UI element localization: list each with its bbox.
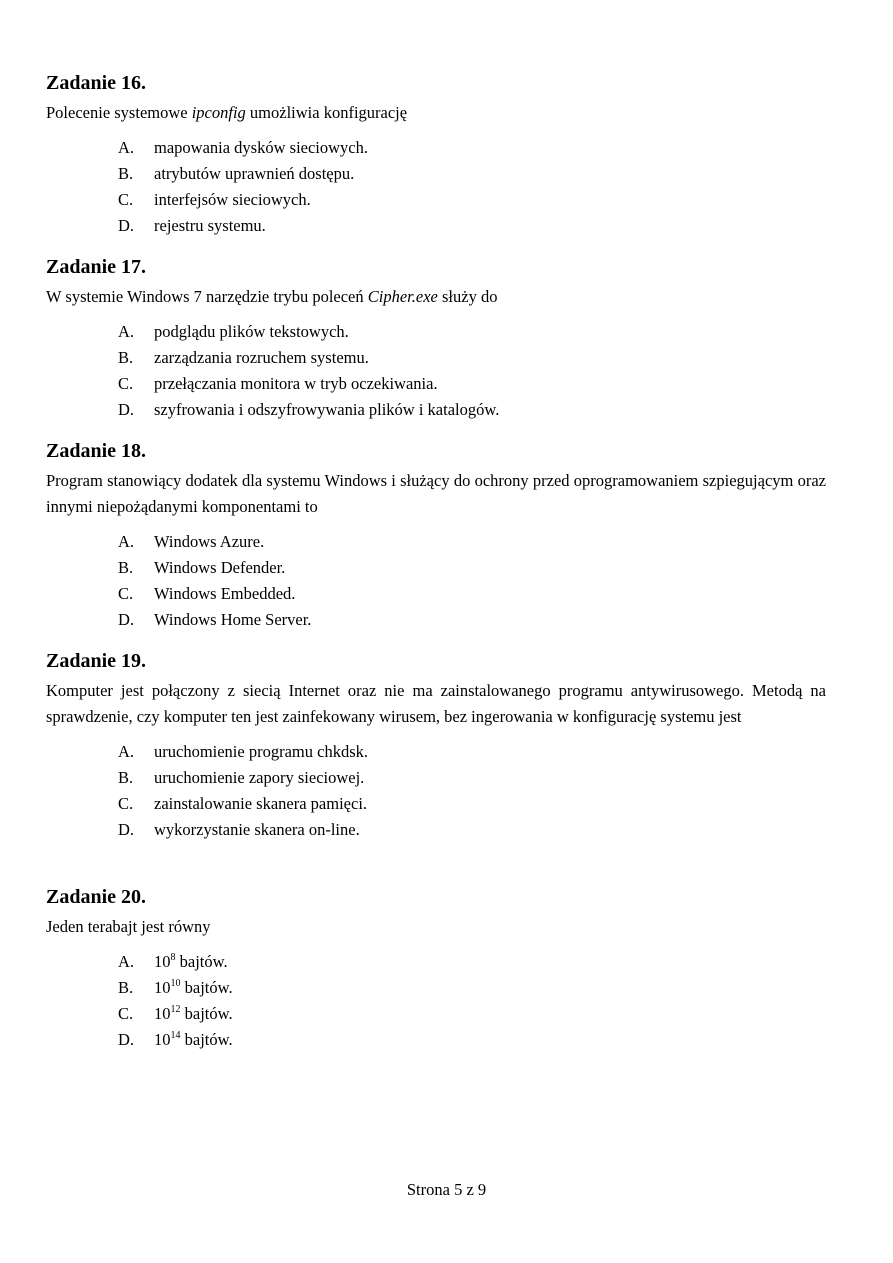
task-title: Zadanie 20. <box>46 886 147 908</box>
answer-text: podglądu plików tekstowych. <box>154 322 349 341</box>
answer-text: Windows Home Server. <box>154 610 312 629</box>
power-exponent: 14 <box>170 1030 181 1041</box>
task-18 <box>46 439 826 633</box>
answer-text: Windows Defender. <box>154 558 286 577</box>
answer-text: wykorzystanie skanera on-line. <box>154 820 360 839</box>
unit-text: bajtów. <box>180 1030 233 1049</box>
unit-text: bajtów. <box>180 1004 233 1023</box>
answer-option-c[interactable] <box>46 791 826 817</box>
answer-option-a[interactable] <box>46 949 826 975</box>
answer-option-d[interactable] <box>46 397 826 423</box>
power-exponent: 10 <box>170 978 181 989</box>
answer-option-d[interactable] <box>46 1027 826 1053</box>
answer-letter: B. <box>118 978 134 997</box>
command-name: Cipher.exe <box>367 287 438 306</box>
task-question: Komputer jest połączony z siecią Internet oraz nie ma zainstalowanego programu antywirusowego. Metodą na sprawdzenie, czy komputer ten jest zainfekowany wirusem, bez ingerowania w konfigurację systemu jest <box>46 681 826 726</box>
answer-text <box>154 1027 233 1053</box>
answer-option-b[interactable] <box>46 555 826 581</box>
answer-letter: C. <box>118 584 134 603</box>
power-exponent: 12 <box>170 1004 181 1015</box>
power-base: 10 <box>154 978 171 997</box>
answer-option-a[interactable] <box>46 319 826 345</box>
answer-letter: C. <box>118 1004 134 1023</box>
task-16 <box>46 71 826 239</box>
answer-text: interfejsów sieciowych. <box>154 190 311 209</box>
unit-text: bajtów. <box>180 978 233 997</box>
task-question <box>46 284 826 310</box>
answer-option-d[interactable] <box>46 607 826 633</box>
answer-list <box>46 319 826 423</box>
power-base: 10 <box>154 952 171 971</box>
answer-option-a[interactable] <box>46 135 826 161</box>
question-text: Polecenie systemowe <box>46 103 192 122</box>
answer-letter: B. <box>118 164 134 183</box>
answer-text: Windows Embedded. <box>154 584 296 603</box>
command-name: ipconfig <box>191 103 246 122</box>
answer-option-b[interactable] <box>46 765 826 791</box>
question-text: umożliwia konfigurację <box>245 103 408 122</box>
answer-option-c[interactable] <box>46 187 826 213</box>
answer-letter: C. <box>118 794 134 813</box>
answer-option-b[interactable] <box>46 345 826 371</box>
answer-text <box>154 949 228 975</box>
answer-text: mapowania dysków sieciowych. <box>154 138 368 157</box>
answer-list <box>46 739 826 843</box>
answer-text: uruchomienie programu chkdsk. <box>154 742 368 761</box>
answer-letter: D. <box>118 216 135 235</box>
answer-option-d[interactable] <box>46 213 826 239</box>
answer-text <box>154 1001 233 1027</box>
task-19 <box>46 649 826 843</box>
answer-option-b[interactable] <box>46 161 826 187</box>
answer-text: zainstalowanie skanera pamięci. <box>154 794 368 813</box>
task-17 <box>46 255 826 423</box>
page-number: Strona 5 z 9 <box>406 1180 487 1199</box>
task-question: Jeden terabajt jest równy <box>46 917 211 936</box>
power-base: 10 <box>154 1004 171 1023</box>
answer-text: atrybutów uprawnień dostępu. <box>154 164 355 183</box>
answer-letter: B. <box>118 768 134 787</box>
power-exponent: 8 <box>170 952 176 963</box>
answer-option-a[interactable] <box>46 739 826 765</box>
answer-text: rejestru systemu. <box>154 216 266 235</box>
task-title: Zadanie 17. <box>46 256 147 278</box>
answer-option-a[interactable] <box>46 529 826 555</box>
answer-option-c[interactable] <box>46 1001 826 1027</box>
answer-letter: D. <box>118 1030 135 1049</box>
answer-list <box>46 135 826 239</box>
answer-option-c[interactable] <box>46 371 826 397</box>
answer-text <box>154 975 233 1001</box>
answer-text: Windows Azure. <box>154 532 265 551</box>
answer-letter: D. <box>118 400 135 419</box>
answer-list <box>46 949 826 1053</box>
answer-letter: C. <box>118 374 134 393</box>
power-base: 10 <box>154 1030 171 1049</box>
answer-option-b[interactable] <box>46 975 826 1001</box>
task-title: Zadanie 19. <box>46 650 147 672</box>
answer-letter: D. <box>118 610 135 629</box>
task-title: Zadanie 18. <box>46 440 147 462</box>
question-text: W systemie Windows 7 narzędzie trybu poleceń <box>46 287 368 306</box>
answer-letter: A. <box>118 138 135 157</box>
answer-letter: B. <box>118 348 134 367</box>
answer-list <box>46 529 826 633</box>
answer-letter: C. <box>118 190 134 209</box>
answer-text: zarządzania rozruchem systemu. <box>154 348 369 367</box>
question-text: służy do <box>437 287 498 306</box>
answer-letter: A. <box>118 532 135 551</box>
answer-text: przełączania monitora w tryb oczekiwania. <box>154 374 438 393</box>
task-question: Program stanowiący dodatek dla systemu Windows i służący do ochrony przed oprogramowaniem szpiegującym oraz innymi niepożądanymi komponentami to <box>46 471 826 516</box>
answer-option-d[interactable] <box>46 817 826 843</box>
answer-option-c[interactable] <box>46 581 826 607</box>
task-question <box>46 100 826 126</box>
answer-letter: A. <box>118 742 135 761</box>
task-20 <box>46 885 826 1053</box>
answer-letter: A. <box>118 322 135 341</box>
answer-text: szyfrowania i odszyfrowywania plików i katalogów. <box>154 400 500 419</box>
unit-text: bajtów. <box>175 952 228 971</box>
answer-letter: D. <box>118 820 135 839</box>
answer-text: uruchomienie zapory sieciowej. <box>154 768 365 787</box>
task-title: Zadanie 16. <box>46 72 147 94</box>
answer-letter: B. <box>118 558 134 577</box>
answer-letter: A. <box>118 952 135 971</box>
